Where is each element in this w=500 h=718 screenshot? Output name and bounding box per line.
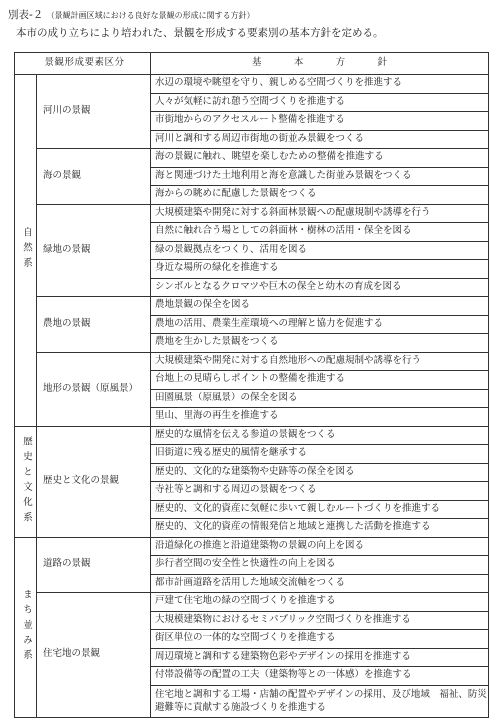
table-row <box>15 537 489 556</box>
policy-cell: 歩行者空間の安全性と快適性の向上を図る <box>151 556 489 575</box>
policy-cell: 歴史的、文化的な建築物や史跡等の保全を図る <box>151 463 489 482</box>
policy-cell: 付帯設備等の配置の工夫（建築物等との一体感）を推進する <box>151 667 489 686</box>
policy-cell: 寺社等と調和する周辺の景観をつくる <box>151 482 489 501</box>
table-row <box>15 297 489 316</box>
policy-cell: 農地の活用、農業生産環境への理解と協力を促進する <box>151 315 489 334</box>
policy-cell: 田園風景（原風景）の保全を図る <box>151 389 489 408</box>
policy-cell: 歴史的な風情を伝える参道の景観をつくる <box>151 426 489 445</box>
subgroup-name: 地形の景観（原風景） <box>37 352 151 426</box>
policy-cell: 都市計画道路を活用した地域交流軸をつくる <box>151 574 489 593</box>
title-sub: （景観計画区域における良好な景観の形成に関する方針） <box>46 11 255 20</box>
subgroup-name: 緑地の景観 <box>37 204 151 297</box>
policy-cell: 市街地からのアクセスルート整備を推進する <box>151 112 489 131</box>
policy-cell: 緑の景観拠点をつくり、活用を図る <box>151 241 489 260</box>
policy-cell: 住宅地と調和する工場・店舗の配置やデザインの採用、及び地域 福祉、防災避難等に貢献する施設づくりを推進する <box>151 685 489 717</box>
header-policy: 基 本 方 針 <box>151 53 489 75</box>
subgroup-name: 海の景観 <box>37 149 151 205</box>
subgroup-name: 住宅地の景観 <box>37 593 151 718</box>
policy-cell: 海の景観に触れ、眺望を楽しむための整備を推進する <box>151 149 489 168</box>
document-title <box>8 7 255 22</box>
policy-cell: 旧街道に残る歴史的風情を継承する <box>151 445 489 464</box>
table-row <box>15 204 489 223</box>
policy-table <box>14 52 489 718</box>
policy-cell: シンボルとなるクロマツや巨木の保全と幼木の育成を図る <box>151 278 489 297</box>
group-name: 歴史と文化系 <box>15 426 37 537</box>
policy-cell: 戸建て住宅地の緑の空間づくりを推進する <box>151 593 489 612</box>
group-name: まち並み系 <box>15 537 37 717</box>
group-name: 自然系 <box>15 75 37 427</box>
policy-cell: 水辺の環境や眺望を守り、親しめる空間づくりを推進する <box>151 75 489 94</box>
policy-cell: 街区単位の一体的な空間づくりを推進する <box>151 630 489 649</box>
policy-cell: 農地を生かした景観をつくる <box>151 334 489 353</box>
policy-cell: 海と関連づけた土地利用と海を意識した街並み景観をつくる <box>151 167 489 186</box>
table-row <box>15 426 489 445</box>
table-header-row <box>15 53 489 75</box>
subgroup-name: 道路の景観 <box>37 537 151 593</box>
policy-cell: 台地上の見晴らしポイントの整備を推進する <box>151 371 489 390</box>
policy-cell: 沿道緑化の推進と沿道建築物の景観の向上を図る <box>151 537 489 556</box>
table-row <box>15 593 489 612</box>
table-body <box>15 75 489 718</box>
intro-text: 本市の成り立ちにより培われた、景観を形成する要素別の基本方針を定める。 <box>16 27 384 39</box>
subgroup-name: 農地の景観 <box>37 297 151 353</box>
table-row <box>15 149 489 168</box>
table-row <box>15 352 489 371</box>
policy-cell: 海からの眺めに配慮した景観をつくる <box>151 186 489 205</box>
policy-cell: 自然に触れ合う場としての斜面林・樹林の活用・保全を図る <box>151 223 489 242</box>
title-main: 別表-２ <box>8 9 44 21</box>
policy-cell: 歴史的、文化的資産に気軽に歩いて親しむルートづくりを推進する <box>151 500 489 519</box>
header-category: 景観形成要素区分 <box>15 53 151 75</box>
policy-cell: 大規模建築物におけるセミパブリック空間づくりを推進する <box>151 611 489 630</box>
policy-cell: 農地景観の保全を図る <box>151 297 489 316</box>
policy-cell: 歴史的、文化的資産の情報発信と地域と連携した活動を推進する <box>151 519 489 538</box>
subgroup-name: 歴史と文化の景観 <box>37 426 151 537</box>
subgroup-name: 河川の景観 <box>37 75 151 149</box>
policy-cell: 里山、里海の再生を推進する <box>151 408 489 427</box>
policy-cell: 大規模建築や開発に対する自然地形への配慮規制や誘導を行う <box>151 352 489 371</box>
policy-cell: 人々が気軽に訪れ憩う空間づくりを推進する <box>151 93 489 112</box>
table-row <box>15 75 489 94</box>
policy-cell: 河川と調和する周辺市街地の街並み景観をつくる <box>151 130 489 149</box>
policy-cell: 身近な場所の緑化を推進する <box>151 260 489 279</box>
policy-cell: 周辺環境と調和する建築物色彩やデザインの採用を推進する <box>151 648 489 667</box>
policy-cell: 大規模建築や開発に対する斜面林景観への配慮規制や誘導を行う <box>151 204 489 223</box>
